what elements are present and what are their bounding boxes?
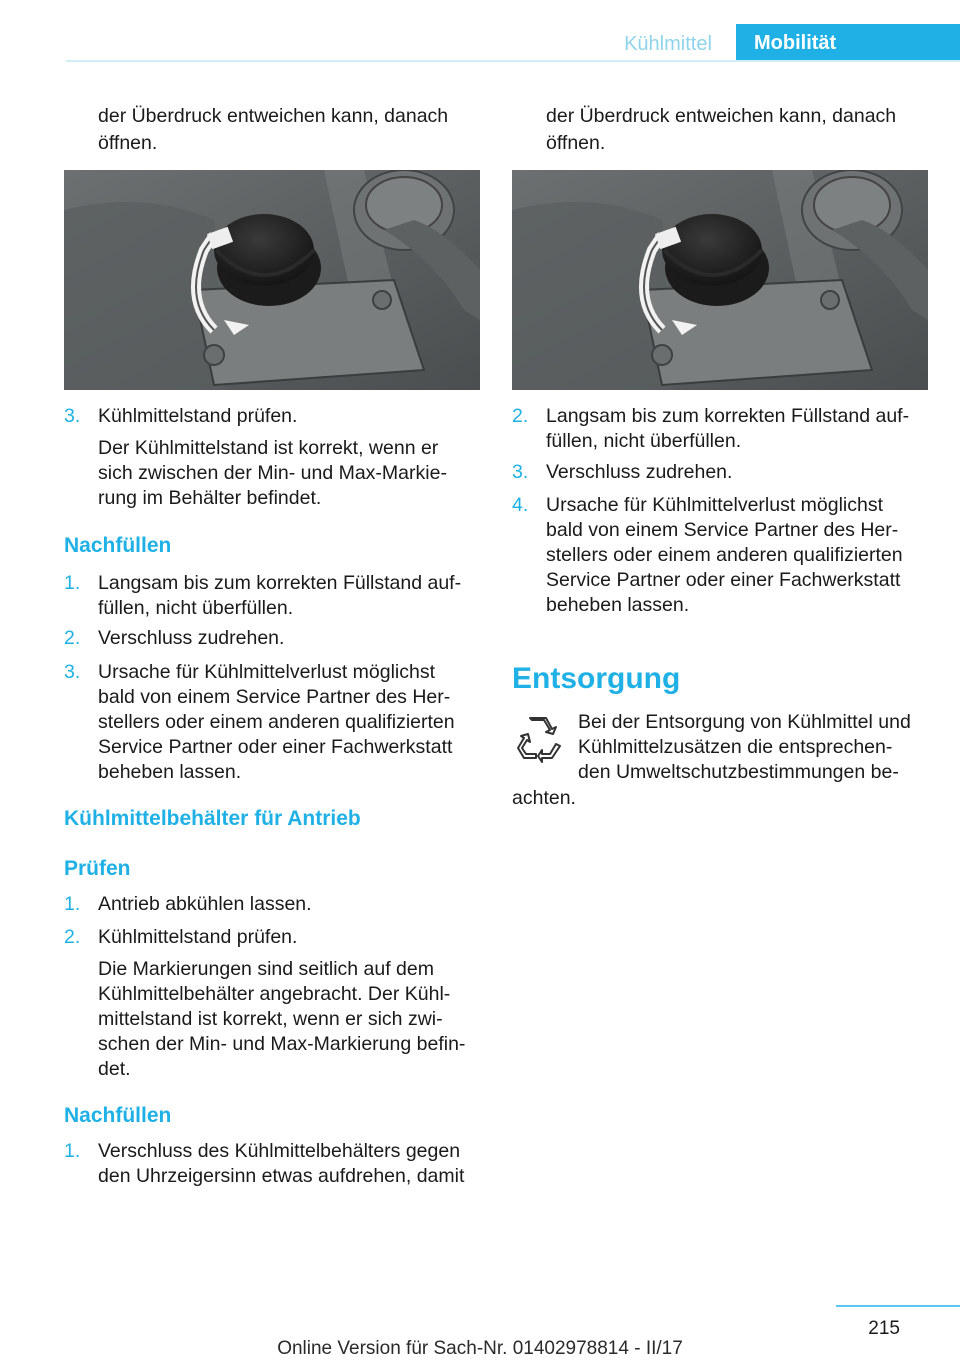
step-number: 2. [512, 405, 529, 427]
entsorgung-line: den Umweltschutzbestimmungen be‐ [578, 761, 899, 783]
section-heading-pruefen: Prüfen [64, 857, 131, 880]
step-line: bald von einem Service Partner des Her‐ [546, 519, 899, 541]
step-line: Service Partner oder einer Fachwerkstatt [98, 736, 453, 758]
step-detail-line: sich zwischen der Min- und Max-Markie‐ [98, 462, 447, 484]
section-heading-entsorgung: Entsorgung [512, 662, 681, 695]
step-line: beheben lassen. [98, 761, 242, 783]
coolant-cap-illustration [512, 170, 928, 390]
coolant-cap-photo [512, 170, 928, 390]
step-line: Verschluss zudrehen. [98, 627, 285, 649]
recycle-icon [512, 712, 564, 764]
step-line: Antrieb abkühlen lassen. [98, 893, 312, 915]
footer-rule [836, 1305, 960, 1307]
step-number: 1. [64, 572, 81, 594]
step-detail-line: Kühlmittelbehälter angebracht. Der Kühl‐ [98, 983, 451, 1005]
intro-line: öffnen. [546, 132, 606, 154]
step-number: 2. [64, 627, 81, 649]
step-number: 1. [64, 1140, 81, 1162]
step-line: füllen, nicht überfüllen. [98, 597, 294, 619]
header-section-tab: Kühlmittel [624, 33, 712, 55]
step-line: Verschluss des Kühlmittelbehälters gegen [98, 1140, 461, 1162]
step-text: Kühlmittelstand prüfen. [98, 405, 298, 427]
step-number: 3. [64, 661, 81, 683]
step-number: 3. [512, 461, 529, 483]
step-line: Langsam bis zum korrekten Füllstand auf‐ [98, 572, 462, 594]
step-line: Ursache für Kühlmittelverlust möglichst [98, 661, 436, 683]
entsorgung-line: Kühlmittelzusätzen die entsprechen‐ [578, 736, 893, 758]
step-detail-line: mittelstand ist korrekt, wenn er sich zwi‐ [98, 1008, 443, 1030]
step-line: Ursache für Kühlmittelverlust möglichst [546, 494, 884, 516]
step-number: 2. [64, 926, 81, 948]
step-line: bald von einem Service Partner des Her‐ [98, 686, 451, 708]
step-number: 3. [64, 405, 81, 427]
step-detail-line: Der Kühlmittelstand ist korrekt, wenn er [98, 437, 439, 459]
coolant-cap-photo [64, 170, 480, 390]
step-line: stellers oder einem anderen qualifizierten [546, 544, 903, 566]
entsorgung-line: Bei der Entsorgung von Kühlmittel und [578, 711, 911, 733]
intro-line: der Überdruck entweichen kann, danach [98, 105, 449, 127]
step-line: Langsam bis zum korrekten Füllstand auf‐ [546, 405, 910, 427]
step-detail-line: det. [98, 1058, 131, 1080]
step-detail-line: rung im Behälter befindet. [98, 487, 322, 509]
step-line: stellers oder einem anderen qualifizierten [98, 711, 455, 733]
online-version-note: Online Version für Sach-Nr. 01402978814 - II/17 [277, 1338, 683, 1359]
step-number: 4. [512, 494, 529, 516]
intro-line: der Überdruck entweichen kann, danach [546, 105, 897, 127]
step-detail-line: schen der Min- und Max-Markierung befin‐ [98, 1033, 466, 1055]
section-heading-nachfuellen: Nachfüllen [64, 534, 172, 557]
header-chapter-tab: Mobilität [736, 24, 960, 62]
step-line: beheben lassen. [546, 594, 690, 616]
page-number: 215 [868, 1318, 900, 1339]
step-line: den Uhrzeigersinn etwas aufdrehen, damit [98, 1165, 465, 1187]
entsorgung-line: achten. [512, 787, 576, 809]
step-line: füllen, nicht überfüllen. [546, 430, 742, 452]
header-rule [66, 60, 960, 62]
step-detail-line: Die Markierungen sind seitlich auf dem [98, 958, 434, 980]
section-heading-antrieb: Kühlmittelbehälter für Antrieb [64, 807, 361, 830]
intro-line: öffnen. [98, 132, 158, 154]
step-number: 1. [64, 893, 81, 915]
step-line: Kühlmittelstand prüfen. [98, 926, 298, 948]
coolant-cap-illustration [64, 170, 480, 390]
step-line: Service Partner oder einer Fachwerkstatt [546, 569, 901, 591]
section-heading-nachfuellen: Nachfüllen [64, 1104, 172, 1127]
step-line: Verschluss zudrehen. [546, 461, 733, 483]
